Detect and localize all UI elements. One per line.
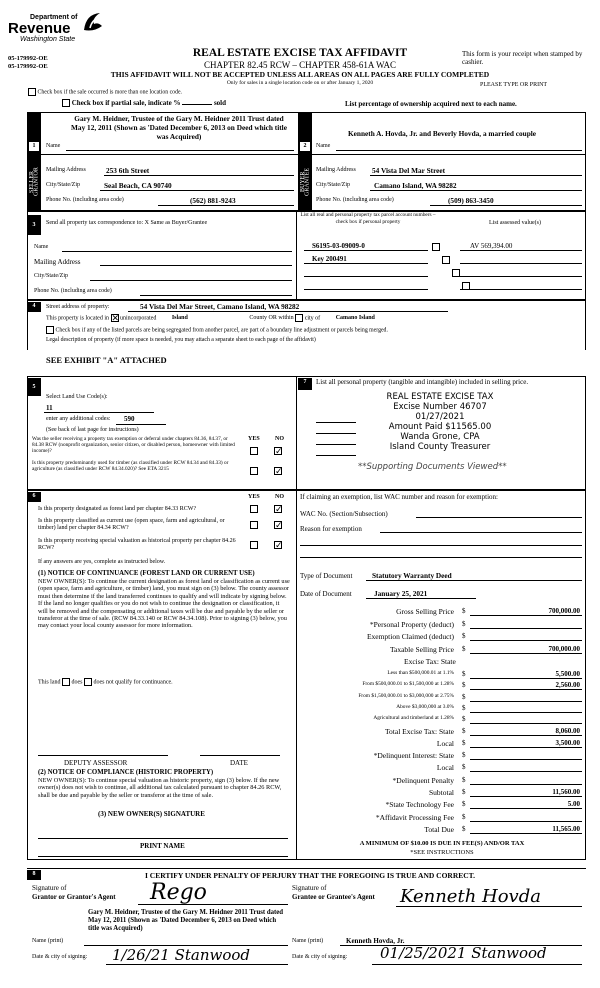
s6-q2-no-checkbox[interactable]: ✓ [275, 520, 283, 531]
tax-row-line [470, 701, 582, 702]
location-row [46, 314, 375, 322]
personal-property-checkbox[interactable] [442, 256, 450, 264]
segregated-checkbox[interactable] [46, 326, 54, 334]
unincorporated-label: unincorporated [120, 315, 157, 322]
segregated-row [46, 326, 388, 334]
county-label: County OR within [249, 315, 294, 322]
buyer-phone-line [430, 205, 582, 206]
grantor-date-city[interactable]: 1/26/21 Stanwood [112, 946, 251, 964]
grantee-date-city[interactable]: 01/25/2021 Stanwood [380, 944, 547, 962]
buyer-name[interactable]: Kenneth A. Hovda, Jr. and Beverly Hovda, a married couple [348, 129, 537, 138]
s6-q2: Is this property classified as current use (open space, farm and agricultural, or timber) land per chapter 84.34 RCW? [38, 518, 225, 531]
s6-q1-checks [250, 504, 282, 513]
grantor-date-line [106, 964, 288, 965]
section-8-badge: 8 [27, 870, 41, 880]
tax-row-line [470, 808, 582, 809]
corr-phone-field[interactable] [140, 295, 292, 296]
parcel-account-line [304, 289, 428, 290]
s6-q3-no-checkbox[interactable]: ✓ [275, 540, 283, 551]
partial-pct-field[interactable] [182, 104, 212, 105]
partial-sale-checkbox[interactable] [62, 99, 70, 107]
tax-row-amount[interactable]: 11,560.00 [552, 788, 580, 796]
tax-row-line [470, 678, 582, 679]
s6-q1-yes-checkbox[interactable] [250, 505, 258, 513]
dollar-sign: $ [462, 703, 466, 712]
tax-row-label: *Affidavit Processing Fee [375, 812, 454, 822]
section-7-badge: 7 [298, 378, 312, 390]
parcel-account[interactable]: S6195-03-09009-0 [312, 242, 365, 250]
logo-emblem-icon [80, 10, 106, 34]
notice-2-body: NEW OWNER(S): To continue special valuation as historic property, sign (3) below. If the new owner(s) does not wish to continue, all additional tax calculated pursuant to chapter 84.26 RCW, shall be due and payable by the seller or transferor at the time of sale. [38, 777, 282, 799]
parcel-divider [296, 211, 297, 300]
exempt-label: If claiming an exemption, list WAC number and reason for exemption: [300, 493, 498, 501]
tax-row-line [470, 640, 582, 641]
seller-name-label: Name [46, 143, 61, 149]
seller-city-label: City/State/Zip [46, 182, 80, 188]
s5-q1-no-checkbox[interactable]: ✓ [275, 446, 283, 457]
this-land-label: This land [38, 679, 61, 686]
assessed-header: List assessed value(s) [489, 220, 541, 226]
correspondence-label: Send all property tax correspondence to: X Same as Buyer/Grantee [46, 220, 208, 226]
tax-row-amount[interactable]: 11,565.00 [552, 824, 580, 833]
seller-mail[interactable]: 253 6th Street [106, 166, 150, 175]
dollar-sign: $ [462, 726, 466, 735]
tax-row-label: Local [436, 738, 454, 748]
tax-row-line [470, 796, 582, 797]
seller-divider [41, 154, 298, 155]
tax-row-amount[interactable]: 700,000.00 [548, 607, 580, 615]
grantee-sig-label-2: Grantee or Grantee's Agent [292, 893, 375, 901]
tax-row-amount[interactable]: 8,060.00 [555, 726, 580, 735]
corr-phone-label: Phone No. (including area code) [34, 288, 112, 294]
assessor-date-line[interactable] [200, 755, 280, 756]
personal-property-checkbox[interactable] [432, 243, 440, 251]
multi-location-checkbox[interactable] [28, 88, 36, 96]
grantor-name-print-label: Name (print) [32, 938, 64, 944]
stamp-line-4: Amount Paid $11565.00 [388, 422, 492, 432]
dollar-sign: $ [462, 763, 466, 772]
grantor-sig-label-2: Grantor or Grantor's Agent [32, 893, 116, 901]
notice-1-body: NEW OWNER(S): To continue the current designation as forest land or classification as current use (open space, farm and agriculture, or timber) land, you must sign on (3) below. The county assessor must then determine if the land transferred continues to qualify and will indicate by signing below. If the land no longer qualifies or you do not wish to continue the designation or classification, it will be removed and the compensating or additional taxes will be due and payable by the seller or transferor at the time of sale. (RCW 84.33.140 or RCW 84.34.108). Prior to signing (3) below, you may contact your local county assessor for more information. [38, 578, 290, 630]
seller-mail-line [104, 175, 294, 176]
corr-city-label: City/State/Zip [34, 273, 68, 279]
form-id-2: 05-179992-OE [8, 63, 48, 70]
s5-q1-checks [250, 446, 282, 455]
dollar-sign: $ [462, 715, 466, 724]
grantee-sig-line [396, 906, 582, 907]
partial-sale-label: Check box if partial sale, indicate % [71, 99, 181, 107]
tax-row-line [470, 784, 582, 785]
form-title: REAL ESTATE EXCISE TAX AFFIDAVIT [192, 47, 408, 59]
dollar-sign: $ [462, 670, 466, 678]
deputy-assessor-label: DEPUTY ASSESSOR [64, 759, 128, 767]
supporting-docs-note: **Supporting Documents Viewed** [358, 462, 507, 472]
grantor-signature[interactable]: Rego [150, 880, 207, 905]
doc-date-line [366, 598, 476, 599]
parcel-account[interactable]: Key 200491 [312, 255, 347, 263]
buyer-mail-line [370, 175, 582, 176]
county-value[interactable]: Island [171, 315, 188, 322]
city-value[interactable]: Camano Island [335, 315, 375, 322]
street-label: Street address of property: [46, 304, 110, 310]
buyer-grantee-label: BUYER GRANTEE [300, 168, 311, 196]
s6-q3-checks [250, 540, 282, 549]
s6-q3: Is this property receiving special valuation as historical property per chapter 84.26 RCW? [38, 538, 236, 551]
segregated-label: Check box if any of the listed parcels are being segregated from another parcel, are part of a boundary line adjustment or parcels being merged. [55, 327, 388, 334]
s6-q1-no-checkbox[interactable]: ✓ [275, 504, 283, 515]
dollar-sign: $ [462, 644, 466, 653]
dnq-checkbox[interactable] [84, 678, 92, 686]
street-line [128, 311, 448, 312]
grantor-date-label: Date & city of signing: [32, 954, 88, 960]
parcel-account-line [304, 263, 428, 264]
doc-type-line [366, 580, 582, 581]
tax-row-line [470, 723, 582, 724]
doc-date-value[interactable]: January 25, 2021 [374, 589, 428, 598]
this-land-row [38, 678, 173, 686]
addl-codes-label: enter any additional codes: [46, 416, 111, 422]
parcel-value-line [460, 263, 582, 264]
legal-label: Legal description of property (if more space is needed, you may attach a separate sheet to each page of the affidavit) [46, 337, 316, 343]
dollar-sign: $ [462, 824, 466, 833]
tax-row-label: Total Due [424, 824, 454, 834]
reason-label: Reason for exemption [300, 525, 362, 533]
pp-line-1 [316, 422, 356, 423]
corr-city-field[interactable] [90, 280, 292, 281]
s5-no: NO [275, 436, 284, 442]
tax-row-label: *Personal Property (deduct) [369, 619, 454, 629]
grantee-sig-label-1: Signature of [292, 884, 327, 892]
seller-phone[interactable]: (562) 881-9243 [190, 196, 236, 205]
tax-row-label: *Delinquent Penalty [392, 775, 454, 785]
dollar-sign: $ [462, 751, 466, 760]
personal-property-label: List all personal property (tangible and intangible) included in selling price. [316, 378, 529, 386]
dollar-sign: $ [462, 681, 466, 690]
tax-row-label: Local [436, 763, 454, 773]
buyer-mail[interactable]: 54 Vista Del Mar Street [372, 166, 446, 175]
parcel-value-line [460, 250, 582, 251]
section-3-badge: 3 [27, 215, 41, 235]
dollar-sign: $ [462, 775, 466, 784]
tax-row-line [470, 628, 582, 629]
s5-q2-yes-checkbox[interactable] [250, 467, 258, 475]
seller-grantor-label: SELLER GRANTOR [29, 167, 40, 197]
sales-note: Only for sales in a single location code on or after January 1, 2020 [226, 80, 374, 86]
buyer-name-label: Name [316, 143, 331, 149]
excise-state-label: Excise Tax: State [404, 657, 456, 666]
logo-revenue: Revenue [8, 20, 71, 37]
tax-row-amount[interactable]: 5,500.00 [555, 670, 580, 678]
logo-state: Washington State [20, 36, 76, 43]
land-use-line [44, 412, 154, 413]
stamp-line-6: Island County Treasurer [389, 442, 491, 452]
print-name-line[interactable] [38, 856, 288, 857]
s5-q1-yes-checkbox[interactable] [250, 447, 258, 455]
tax-row-label: From $1,500,000.01 to $3,000,000 at 2.75% [358, 692, 454, 699]
buyer-phone-label: Phone No. (including area code) [316, 197, 394, 203]
dollar-sign: $ [462, 692, 466, 701]
see-instructions: *SEE INSTRUCTIONS [410, 849, 474, 856]
list-pct-note: List percentage of ownership acquired next to each name. [345, 100, 517, 108]
buyer-mail-label: Mailing Address [316, 167, 356, 173]
doc-type-label: Type of Document [300, 572, 353, 580]
tax-row-label: Exemption Claimed (deduct) [366, 632, 454, 641]
stamp-line-1: REAL ESTATE EXCISE TAX [386, 392, 494, 402]
stamp-line-2: Excise Number 46707 [393, 402, 487, 412]
land-use-code[interactable]: 11 [46, 404, 53, 412]
stamp-line-3: 01/27/2021 [415, 412, 465, 422]
personal-property-checkbox[interactable] [452, 269, 460, 277]
s6-no: NO [275, 494, 284, 500]
section-5-badge: 5 [27, 378, 41, 396]
dollar-sign: $ [462, 812, 466, 821]
section-6-badge: 6 [27, 492, 41, 502]
s6-yes: YES [248, 494, 260, 500]
revenue-logo [8, 8, 118, 48]
s5-q1: Was the seller receiving a property tax exemption or deferral under chapters 84.36, 84.37, or 84.38 RCW (nonprofit organization, senior citizen, or disabled person, homeowner with limited income)? [32, 436, 235, 454]
deputy-assessor-line[interactable] [38, 755, 168, 756]
dollar-sign: $ [462, 632, 466, 640]
tax-row-label: Subtotal [428, 788, 454, 797]
parcel-account-line [304, 276, 428, 277]
street-value[interactable]: 54 Vista Del Mar Street, Camano Island, WA 98282 [140, 302, 300, 311]
tax-row-line [470, 833, 582, 834]
addl-codes-value[interactable]: 590 [124, 415, 135, 423]
within-city-checkbox[interactable] [295, 314, 303, 322]
s5-yes: YES [248, 436, 260, 442]
reason-field-3[interactable] [300, 557, 582, 558]
tax-row-line [470, 653, 582, 654]
grantee-name[interactable]: Kenneth Hovda, Jr. [346, 937, 405, 945]
does-checkbox[interactable] [62, 678, 70, 686]
tax-row-label: *State Technology Fee [385, 800, 454, 810]
buyer-city-label: City/State/Zip [316, 182, 350, 188]
s6-ifany: If any answers are yes, complete as instructed below. [38, 559, 166, 565]
tax-row-label: From $500,000.01 to $1,500,000 at 1.28% [362, 681, 454, 688]
seller-name-line [66, 150, 294, 151]
assessor-date-label: DATE [230, 759, 248, 767]
notice-1-heading: (1) NOTICE OF CONTINUANCE (FOREST LAND OR CURRENT USE) [38, 570, 255, 577]
located-label: This property is located in [46, 315, 109, 322]
tax-row-line [470, 821, 582, 822]
tax-row-amount[interactable]: 5.00 [567, 800, 580, 809]
tax-row-label: Agricultural and timberland at 1.28% [373, 715, 454, 722]
seller-city[interactable]: Seal Beach, CA 90740 [104, 181, 172, 190]
parcel-value-line [460, 289, 582, 290]
grantee-date-line [372, 964, 582, 965]
sold-label: sold [213, 99, 227, 107]
wac-label: WAC No. (Section/Subsection) [300, 510, 388, 518]
s6-q2-checks [250, 520, 282, 529]
s6-q1: Is this property designated as forest land per chapter 84.33 RCW? [38, 506, 197, 512]
tax-row-label: Total Excise Tax: State [384, 726, 454, 736]
corr-mail-label: Mailing Address [34, 258, 81, 266]
grantor-sig-label-1: Signature of [32, 884, 67, 892]
addl-codes-line [116, 424, 166, 425]
s5-q2-checks [250, 466, 282, 475]
reason-field[interactable] [380, 532, 582, 533]
receipt-note: This form is your receipt when stamped by cashier. [462, 50, 583, 66]
minimum-due-note: A MINIMUM OF $10.00 IS DUE IN FEE(S) AND/OR TAX [359, 840, 525, 847]
pp-line-2 [316, 433, 356, 434]
seller-city-line [100, 190, 294, 191]
pp-line-4 [316, 455, 356, 456]
s5-q2-no-checkbox[interactable]: ✓ [275, 466, 283, 477]
notice-2-heading: (2) NOTICE OF COMPLIANCE (HISTORIC PROPERTY) [38, 769, 214, 776]
corr-mail-field[interactable] [100, 265, 292, 266]
corr-name-label: Name [34, 244, 49, 250]
new-owner-signature-line[interactable] [38, 838, 288, 839]
dollar-sign: $ [462, 619, 466, 628]
seller-phone-label: Phone No. (including area code) [46, 197, 124, 203]
print-name-label: PRINT NAME [140, 842, 185, 850]
dollar-sign: $ [462, 738, 466, 747]
grantor-name: Gary M. Heidner, Trustee of the Gary M. Heidner 2011 Trust dated May 12, 2011 (Shown as 'Dated December 6, 2013 on Deed which title was Acquired) [88, 909, 284, 932]
new-owner-signature-label: (3) NEW OWNER(S) SIGNATURE [98, 810, 205, 818]
doc-date-label: Date of Document [300, 590, 352, 598]
tax-row-line [470, 712, 582, 713]
wac-field[interactable] [416, 517, 582, 518]
section-2-badge: 2 [300, 142, 310, 151]
stamp-line-5: Wanda Grone, CPA [400, 432, 480, 442]
section-1-badge: 1 [29, 142, 39, 151]
tax-row-label: *Delinquent Interest: State [373, 751, 454, 761]
land-use-label: Select Land Use Code(s): [46, 394, 108, 400]
dnq-label: does not qualify for continuance. [93, 679, 173, 686]
grantee-name-print-label: Name (print) [292, 938, 324, 944]
parcel-header: List all real and personal property tax parcel account numbers – check box if personal property [300, 212, 436, 225]
multi-location-row [28, 88, 182, 96]
type-print-note: PLEASE TYPE OR PRINT [480, 82, 548, 88]
s6-q2-yes-checkbox[interactable] [250, 521, 258, 529]
section-4-badge: 4 [27, 302, 41, 312]
tax-row-line [470, 615, 582, 616]
tax-row-line [470, 759, 582, 760]
s5-q2: Is this property predominantly used for timber (as classified under RCW 84.34 and 84.33) or agriculture (as classified under RCW 84.34.020)? See ETA 3215 [32, 460, 229, 472]
certify-text: I CERTIFY UNDER PENALTY OF PERJURY THAT THE FOREGOING IS TRUE AND CORRECT. [144, 871, 475, 880]
excise-stamp [340, 392, 540, 452]
parcel-value-line [460, 276, 582, 277]
doc-type-value[interactable]: Statutory Warranty Deed [372, 571, 452, 580]
tax-row-line [470, 735, 582, 736]
tax-row-label: Less than $500,000.01 at 1.1% [387, 670, 454, 676]
grantor-sig-line [138, 904, 288, 905]
corr-name-field[interactable] [62, 251, 292, 252]
tax-row-label: Gross Selling Price [396, 607, 454, 616]
unincorporated-checkbox[interactable]: ✕ [111, 313, 120, 323]
buyer-phone[interactable]: (509) 863-3450 [448, 196, 494, 205]
tax-row-label: Taxable Selling Price [389, 644, 454, 654]
form-id-1: 05-179992-OE [8, 55, 48, 62]
dollar-sign: $ [462, 800, 466, 809]
tax-row-amount[interactable]: 700,000.00 [548, 644, 580, 653]
parcel-value[interactable]: AV 569,394.00 [470, 242, 513, 250]
buyer-city-line [370, 190, 582, 191]
tax-row-line [470, 771, 582, 772]
buyer-name-line [336, 150, 582, 151]
see-back-note: (See back of last page for instructions) [46, 427, 139, 433]
buyer-divider [312, 154, 586, 155]
parcel-account-line [304, 250, 428, 251]
seller-phone-line [158, 205, 294, 206]
tax-row-line [470, 689, 582, 690]
grantee-signature[interactable]: Kenneth Hovda [400, 886, 541, 907]
form-subtitle: CHAPTER 82.45 RCW – CHAPTER 458-61A WAC [204, 60, 396, 70]
city-label: city of [304, 315, 321, 322]
seller-mail-label: Mailing Address [46, 167, 86, 173]
grantee-date-label: Date & city of signing: [292, 954, 348, 960]
tax-row-label: Above $3,000,000 at 3.0% [396, 703, 454, 710]
s6-q3-yes-checkbox[interactable] [250, 541, 258, 549]
logo-dept: Department of [30, 14, 78, 21]
form-warning: THIS AFFIDAVIT WILL NOT BE ACCEPTED UNLESS ALL AREAS ON ALL PAGES ARE FULLY COMPLETED [110, 70, 490, 79]
does-label: does [71, 679, 83, 686]
pp-line-3 [316, 444, 356, 445]
reason-field-2[interactable] [300, 545, 582, 546]
tax-row-line [470, 747, 582, 748]
buyer-city[interactable]: Camano Island, WA 98282 [374, 181, 457, 190]
dollar-sign: $ [462, 607, 466, 615]
tax-row-amount[interactable]: 2,560.00 [555, 681, 580, 690]
multi-location-label: Check box if the sale occurred is more than one location code. [37, 89, 183, 96]
seller-name[interactable]: Gary M. Heidner, Trustee of the Gary M. Heidner 2011 Trust dated May 12, 2011 (Shown as 'Dated December 6, 2013 on Deed which title was Acquired) [71, 114, 287, 141]
partial-sale-row [62, 99, 226, 107]
exhibit-note: SEE EXHIBIT "A" ATTACHED [46, 355, 167, 365]
tax-row-amount[interactable]: 3,500.00 [555, 738, 580, 747]
dollar-sign: $ [462, 788, 466, 796]
